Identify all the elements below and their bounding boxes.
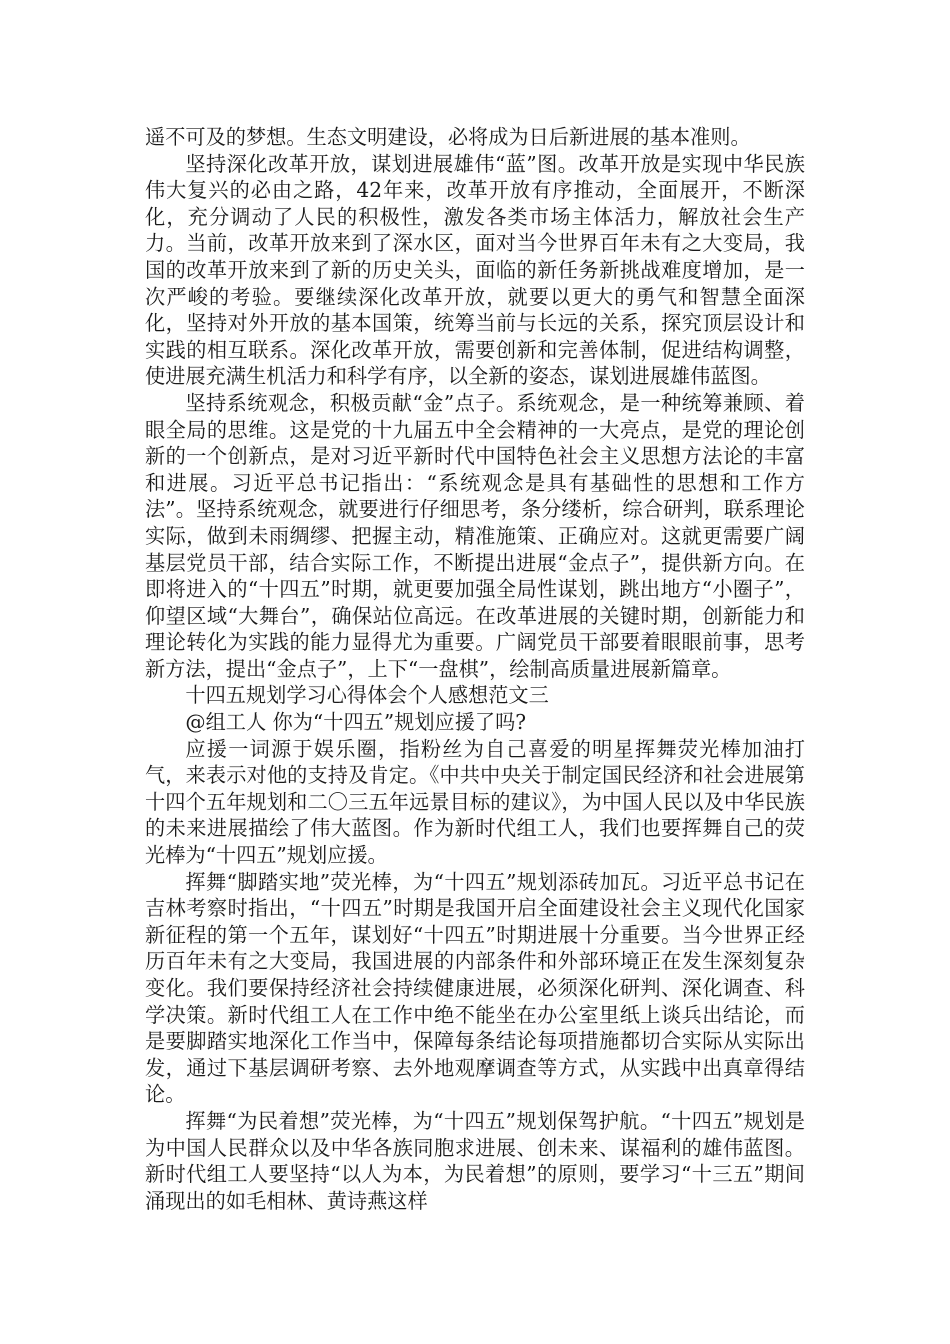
paragraph-reform-opening: 坚持深化改革开放，谋划进展雄伟“蓝”图。改革开放是实现中华民族伟大复兴的必由之路，42年来，改革开放有序推动，全面展开，不断深化，充分调动了人民的积极性，激发各类市场主体活力，解放社会生产力。当前，改革开放来到了深水区，面对当今世界百年未有之大变局，我国的改革开放来到了新的历史关头，面临的新任务新挑战难度增加，是一次严峻的考验。要继续深化改革开放，就要以更大的勇气和智慧全面深化，坚持对外开放的基本国策，统筹当前与长远的关系，探究顶层设计和实践的相互联系。深化改革开放，需要创新和完善体制，促进结构调整，使进展充满生机活力和科学有序，以全新的姿态，谋划进展雄伟蓝图。 (145, 151, 805, 389)
paragraph-support-intro: 应援一词源于娱乐圈，指粉丝为自己喜爱的明星挥舞荧光棒加油打气，来表示对他的支持及肯定。《中共中央关于制定国民经济和社会进展第十四个五年规划和二〇三五年远景目标的建议》，为中国人民以及中华民族的未来进展描绘了伟大蓝图。作为新时代组工人，我们也要挥舞自己的荧光棒为“十四五”规划应援。 (145, 736, 805, 868)
section-title: 十四五规划学习心得体会个人感想范文三 (185, 683, 549, 708)
document-page (145, 124, 805, 1214)
article-subtitle: @组工人 你为“十四五”规划应援了吗? (185, 710, 527, 735)
paragraph-for-the-people: 挥舞“为民着想”荧光棒，为“十四五”规划保驾护航。“十四五”规划是为中国人民群众以及中华各族同胞求进展、创未来、谋福利的雄伟蓝图。新时代组工人要坚持“以人为本，为民着想”的原则，要学习“十三五”期间涌现出的如毛相林、黄诗燕这样 (145, 1108, 805, 1213)
paragraph-continuation: 遥不可及的梦想。生态文明建设，必将成为日后新进展的基本准则。 (145, 125, 751, 149)
paragraph-system-concept: 坚持系统观念，积极贡献“金”点子。系统观念，是一种统筹兼顾、着眼全局的思维。这是党的十九届五中全会精神的一大亮点，是党的理论创新的一个创新点，是对习近平新时代中国特色社会主义思想方法论的丰富和进展。习近平总书记指出：“系统观念是具有基础性的思想和工作方法”。坚持系统观念，就要进行仔细思考，条分缕析，综合研判，联系理论实际，做到未雨绸缪、把握主动，精准施策、正确应对。这就更需要广阔基层党员干部，结合实际工作，不断提出进展“金点子”，提供新方向。在即将进入的“十四五”时期，就更要加强全局性谋划，跳出地方“小圈子”，仰望区域“大舞台”，确保站位高远。在改革进展的关键时期，创新能力和理论转化为实践的能力显得尤为重要。广阔党员干部要着眼眼前事，思考新方法，提出“金点子”，上下“一盘棋”，绘制高质量进展新篇章。 (145, 390, 805, 681)
paragraph-down-to-earth: 挥舞“脚踏实地”荧光棒，为“十四五”规划添砖加瓦。习近平总书记在吉林考察时指出，“十四五”时期是我国开启全面建设社会主义现代化国家新征程的第一个五年，谋划好“十四五”时期进展十分重要。当今世界正经历百年未有之大变局，我国进展的内部条件和外部环境正在发生深刻复杂变化。我们要保持经济社会持续健康进展，必须深化研判、深化调查、科学决策。新时代组工人在工作中绝不能坐在办公室里纸上谈兵出结论，而是要脚踏实地深化工作当中，保障每条结论每项措施都切合实际从实际出发，通过下基层调研考察、去外地观摩调查等方式，从实践中出真章得结论。 (145, 869, 805, 1107)
